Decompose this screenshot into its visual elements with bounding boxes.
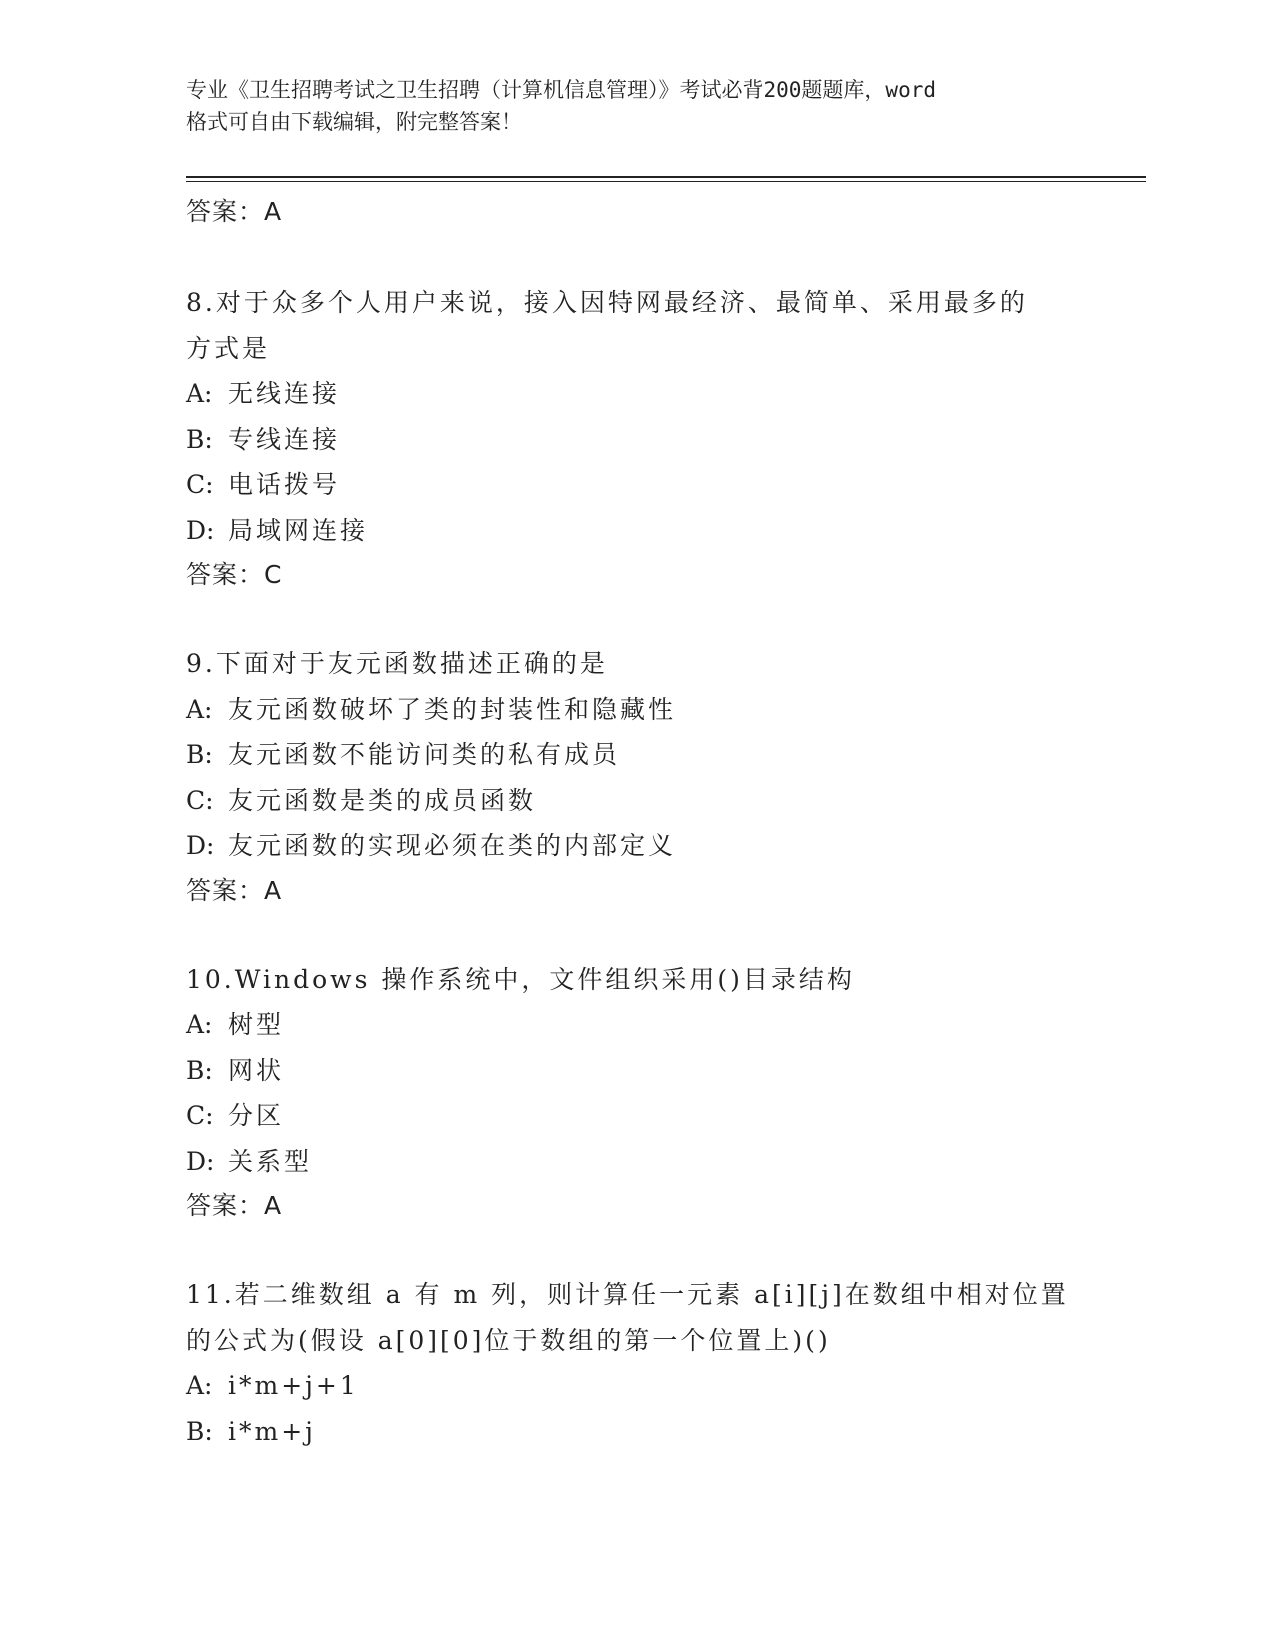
option-a xyxy=(186,687,1086,733)
option-letter: A: xyxy=(186,379,213,408)
option-a xyxy=(186,371,1086,417)
option-letter: A: xyxy=(186,694,213,724)
header-divider-thick xyxy=(186,176,1146,178)
question-stem-line: 的公式为(假设 a[0][0]位于数组的第一个位置上)() xyxy=(186,1325,831,1355)
option-d xyxy=(186,1139,1086,1185)
option-text: 树型 xyxy=(228,1010,285,1039)
question-stem xyxy=(186,1272,1086,1363)
answer: 答案：A xyxy=(186,875,283,905)
option-letter: B: xyxy=(186,424,213,454)
option-letter: A: xyxy=(186,1010,213,1039)
answer: 答案：C xyxy=(186,560,283,589)
question-8 xyxy=(186,280,1086,597)
option-b xyxy=(186,1409,1086,1455)
question-stem-line: 方式是 xyxy=(186,333,271,363)
question-stem-line: 11.若二维数组 a 有 m 列，则计算任一元素 a[i][j]在数组中相对位置 xyxy=(186,1280,1069,1309)
header-line-2: 格式可自由下载编辑，附完整答案！ xyxy=(186,110,522,134)
header-line-1: 专业《卫生招聘考试之卫生招聘（计算机信息管理）》考试必背200题题库，word xyxy=(186,78,936,102)
option-b xyxy=(186,1048,1086,1094)
option-d xyxy=(186,508,1086,554)
question-stem-line: 9.下面对于友元函数描述正确的是 xyxy=(186,649,608,678)
answer: 答案：A xyxy=(186,1191,283,1220)
option-letter: B: xyxy=(186,1416,213,1446)
option-c xyxy=(186,778,1086,824)
question-stem-line: 10.Windows 操作系统中，文件组织采用()目录结构 xyxy=(186,964,855,994)
option-a xyxy=(186,1002,1086,1048)
option-text: 友元函数不能访问类的私有成员 xyxy=(228,740,621,769)
option-a xyxy=(186,1363,1086,1409)
previous-answer: 答案：A xyxy=(186,197,283,226)
option-text: 专线连接 xyxy=(228,424,341,454)
question-stem-line: 8.对于众多个人用户来说，接入因特网最经济、最简单、采用最多的 xyxy=(186,288,1028,317)
option-text: 分区 xyxy=(228,1101,285,1130)
option-letter: C: xyxy=(186,470,214,499)
option-letter: B: xyxy=(186,1055,213,1085)
option-text: 电话拨号 xyxy=(228,470,341,499)
option-letter: D: xyxy=(186,831,215,860)
option-text: i*m+j xyxy=(228,1416,316,1446)
option-text: 友元函数是类的成员函数 xyxy=(228,785,537,815)
document-body xyxy=(186,190,1086,1454)
option-b xyxy=(186,732,1086,778)
option-c xyxy=(186,462,1086,508)
question-stem xyxy=(186,641,1086,687)
option-text: 网状 xyxy=(228,1055,285,1085)
option-letter: C: xyxy=(186,1101,214,1130)
option-text: 局域网连接 xyxy=(228,515,369,545)
option-text: 友元函数的实现必须在类的内部定义 xyxy=(228,831,677,860)
option-c xyxy=(186,1093,1086,1139)
option-letter: B: xyxy=(186,740,213,769)
option-text: 友元函数破坏了类的封装性和隐藏性 xyxy=(228,694,677,724)
option-letter: A: xyxy=(186,1371,213,1400)
option-d xyxy=(186,823,1086,869)
question-9 xyxy=(186,641,1086,913)
option-text: i*m+j+1 xyxy=(228,1371,359,1400)
question-stem xyxy=(186,957,1086,1003)
option-letter: D: xyxy=(186,1146,215,1176)
option-b xyxy=(186,417,1086,463)
question-11 xyxy=(186,1272,1086,1454)
question-10 xyxy=(186,957,1086,1229)
header-divider-thin xyxy=(186,181,1146,182)
document-header xyxy=(186,74,1086,138)
option-letter: D: xyxy=(186,515,215,545)
question-stem xyxy=(186,280,1086,371)
option-text: 关系型 xyxy=(228,1146,313,1176)
option-text: 无线连接 xyxy=(228,379,341,408)
option-letter: C: xyxy=(186,785,214,815)
